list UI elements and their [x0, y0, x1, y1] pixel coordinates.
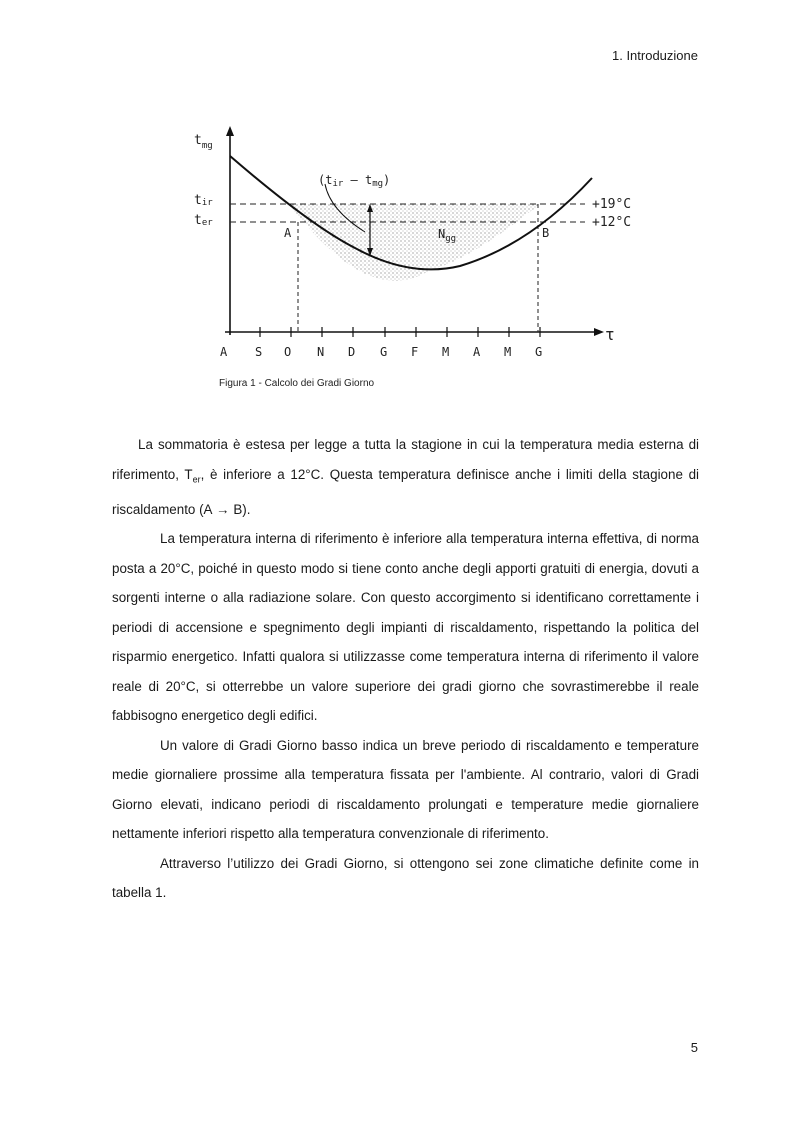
- point-a-label: A: [284, 226, 292, 240]
- month-label: A: [220, 345, 228, 359]
- ter-label: ter: [194, 213, 213, 228]
- point-b-label: B: [542, 226, 550, 240]
- degree-days-diagram: [180, 120, 640, 370]
- body-text: [112, 430, 699, 908]
- p1-text-c: B).: [233, 501, 251, 517]
- running-header: 1. Introduzione: [611, 48, 698, 63]
- paragraph-2: La temperatura interna di riferimento è inferiore alla temperatura interna effettiva, di norma posta a 20°C, poiché in questo modo si tiene conto anche degli apporti gratuiti di energia, dovuti a sorgenti interne o alla radiazione solare. Con questo accorgimento si identificano correttamente i periodi di accensione e spegnimento degli impianti di riscaldamento, rispettando la politica del risparmio energetico. Infatti qualora si utilizzasse come temperatura interna di riferimento il valore reale di 20°C, si otterrebbe un valore superiore dei gradi giorno che sovrastimerebbe il reale fabbisogno energetico degli edifici.: [112, 531, 699, 724]
- shaded-degree-days-area: [289, 204, 540, 281]
- p1-subscript: er: [192, 474, 201, 485]
- x-axis-label: τ: [605, 325, 615, 344]
- month-label: M: [442, 345, 450, 359]
- p1-text-b: , è inferiore a 12°C. Questa temperatura definisce anche i limiti della stagione di riscaldamento (A: [112, 466, 699, 517]
- month-label: G: [380, 345, 388, 359]
- ngg-label: $N_{gg}$: [438, 227, 457, 244]
- paragraph-4: Attraverso l’utilizzo dei Gradi Giorno, si ottengono sei zone climatiche definite come in tabella 1.: [112, 855, 699, 901]
- p1-text-a: La sommatoria è estesa per legge a tutta la stagione in cui la temperatura media esterna di riferimento, T: [112, 437, 699, 482]
- y-axis-label: $t_{mg}$: [194, 133, 213, 151]
- month-labels: [220, 345, 542, 359]
- month-label: M: [504, 345, 512, 359]
- month-label: A: [473, 345, 481, 359]
- paragraph-1: [112, 430, 699, 524]
- tir-label: tir: [194, 193, 213, 208]
- y-axis-arrow: [226, 126, 234, 136]
- month-label: G: [535, 345, 543, 359]
- month-label: N: [317, 345, 325, 359]
- month-label: O: [284, 345, 292, 359]
- temp-high-label: +19°C: [592, 197, 632, 212]
- page-number: 5: [690, 1040, 698, 1055]
- arrow-icon: →: [212, 501, 234, 517]
- month-label: F: [411, 345, 419, 359]
- difference-label: (tir – tmg): [318, 173, 391, 189]
- temp-low-label: +12°C: [592, 215, 632, 230]
- paragraph-3: Un valore di Gradi Giorno basso indica un breve periodo di riscaldamento e temperature medie giornaliere prossime alla temperatura fissata per l'ambiente. Al contrario, valori di Gradi Giorno elevati, indicano periodi di riscaldamento prolungati e temperature medie giornaliere nettamente inferiori rispetto alla temperatura convenzionale di riferimento.: [112, 737, 699, 842]
- degree-days-figure: [180, 120, 640, 370]
- x-axis-arrow: [594, 328, 604, 336]
- month-label: D: [348, 345, 356, 359]
- month-label: S: [255, 345, 263, 359]
- figure-caption: Figura 1 - Calcolo dei Gradi Giorno: [219, 378, 375, 389]
